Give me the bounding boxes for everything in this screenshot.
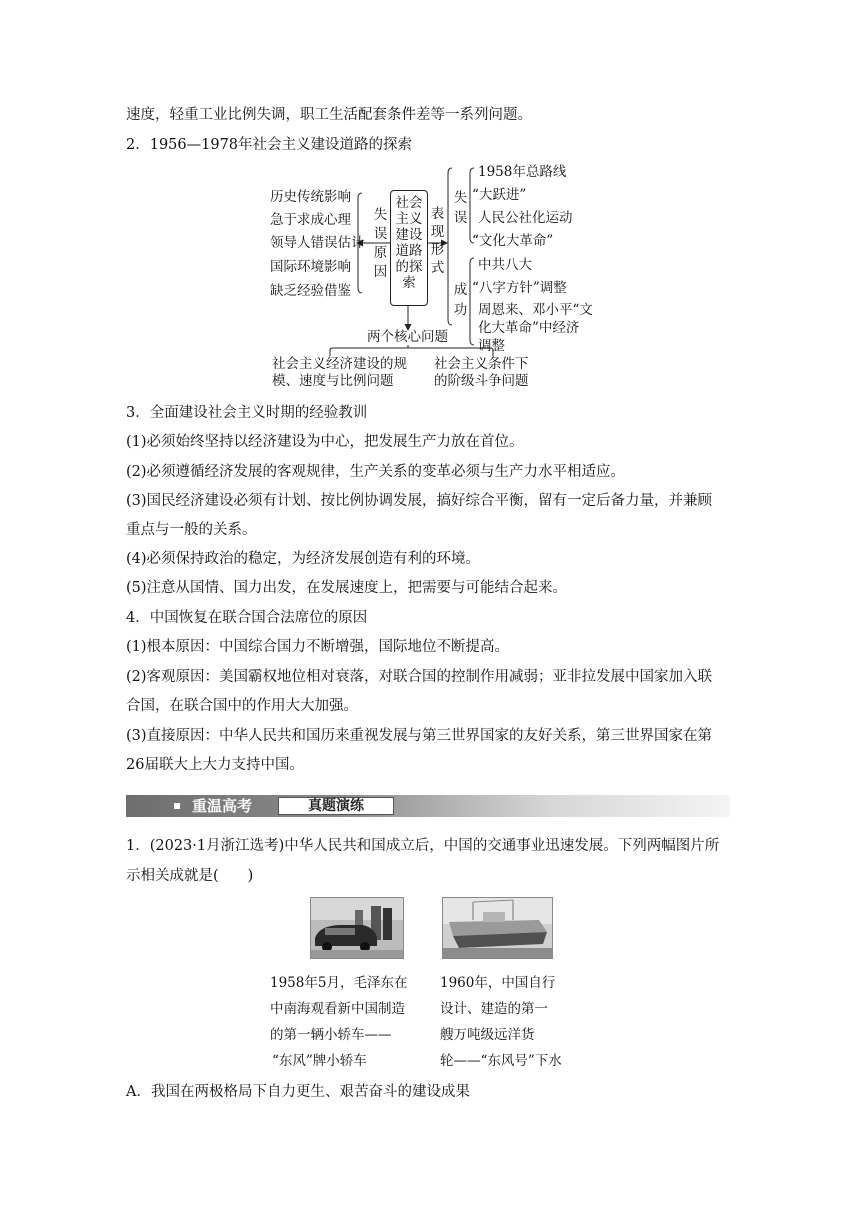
banner-left-label: 重温高考	[192, 797, 253, 815]
cause-item: 历史传统影响	[270, 189, 351, 205]
paragraph-speed: 速度，轻重工业比例失调，职工生活配套条件差等一系列问题。	[126, 107, 532, 123]
success-label: 成功	[453, 282, 468, 318]
core-right	[434, 356, 529, 390]
banner-right-label: 真题演练	[278, 797, 394, 815]
center-box	[390, 190, 428, 306]
core-left	[272, 356, 407, 390]
caption-line: 中南海观看新中国制造	[270, 1001, 405, 1017]
manifest-label: 表现形式	[430, 206, 445, 276]
cause-item: 国际环境影响	[270, 259, 351, 275]
cause-item: 缺乏经验借鉴	[270, 283, 351, 299]
ship-photo	[442, 897, 553, 959]
caption-line: 设计、建造的第一	[440, 1001, 548, 1017]
reason-1: (1)根本原因：中国综合国力不断增强，国际地位不断提高。	[126, 639, 510, 655]
mistake-label: 失误	[453, 190, 468, 226]
center-text: 社会主义建设道路的探索	[395, 195, 423, 291]
exploration-diagram	[0, 0, 860, 400]
exercise-1-line-a: 1．(2023·1月浙江选考)中华人民共和国成立后，中国的交通事业迅速发展。下列两幅图片所	[126, 838, 720, 854]
lesson-5: (5)注意从国情、国力出发，在发展速度上，把需要与可能结合起来。	[126, 580, 568, 596]
cause-item: 领导人错误估计	[270, 235, 365, 251]
lesson-4: (4)必须保持政治的稳定，为经济发展创造有利的环境。	[126, 551, 481, 567]
cause-item: 急于求成心理	[270, 212, 351, 228]
cause-label: 失误原因	[373, 207, 388, 280]
success-item: 调整	[478, 338, 505, 354]
reason-2b: 合国，在联合国中的作用大大加强。	[126, 698, 358, 714]
option-a: A．我国在两极格局下自力更生、艰苦奋斗的建设成果	[126, 1084, 470, 1100]
lesson-1: (1)必须始终坚持以经济建设为中心，把发展生产力放在首位。	[126, 434, 524, 450]
core-right-line: 社会主义条件下	[434, 356, 529, 372]
reason-3a: (3)直接原因：中华人民共和国历来重视发展与第三世界国家的友好关系，第三世界国家在第	[126, 728, 713, 744]
section-heading-3: 3．全面建设社会主义时期的经验教训	[126, 405, 368, 421]
exercise-1-line-b: 示相关成就是( )	[126, 868, 254, 884]
mistake-item: “文化大革命”	[472, 233, 554, 249]
mistake-item: “大跃进”	[472, 187, 527, 203]
core-left-line: 模、速度与比例问题	[272, 373, 394, 389]
caption-line: 艘万吨级远洋货	[440, 1027, 535, 1043]
ship-photo-image	[443, 898, 552, 958]
core-right-line: 的阶级斗争问题	[434, 373, 529, 389]
success-item: 中共八大	[478, 257, 532, 273]
caption-line: 轮——“东风号”下水	[440, 1053, 562, 1069]
lesson-3b: 重点与一般的关系。	[126, 522, 257, 538]
section-heading-2: 2．1956—1978年社会主义建设道路的探索	[126, 137, 413, 153]
ship-caption	[440, 970, 562, 1074]
caption-line: “东风”牌小轿车	[272, 1053, 367, 1069]
mistake-item: 人民公社化运动	[478, 210, 573, 226]
car-caption	[270, 970, 407, 1074]
success-item: “八字方针”调整	[472, 280, 567, 296]
success-item: 化大革命”中经济	[478, 320, 580, 336]
core-left-line: 社会主义经济建设的规	[272, 356, 407, 372]
car-photo-image	[311, 898, 403, 958]
caption-line: 的第一辆小轿车——	[270, 1027, 392, 1043]
lesson-3a: (3)国民经济建设必须有计划、按比例协调发展，搞好综合平衡，留有一定后备力量，并兼顾	[126, 493, 713, 509]
reason-3b: 26届联大上大力支持中国。	[126, 757, 304, 773]
lesson-2: (2)必须遵循经济发展的客观规律，生产关系的变革必须与生产力水平相适应。	[126, 464, 626, 480]
section-banner	[126, 795, 730, 817]
success-item: 周恩来、邓小平“文	[478, 302, 593, 318]
mistake-item: 1958年总路线	[478, 164, 567, 180]
banner-square-icon	[174, 803, 180, 809]
caption-line: 1960年，中国自行	[440, 975, 556, 991]
caption-line: 1958年5月，毛泽东在	[270, 975, 408, 991]
reason-2a: (2)客观原因：美国霸权地位相对衰落，对联合国的控制作用减弱；亚非拉发展中国家加入联	[126, 669, 713, 685]
car-photo	[310, 897, 404, 959]
section-heading-4: 4．中国恢复在联合国合法席位的原因	[126, 610, 368, 626]
core-label: 两个核心问题	[367, 329, 448, 345]
